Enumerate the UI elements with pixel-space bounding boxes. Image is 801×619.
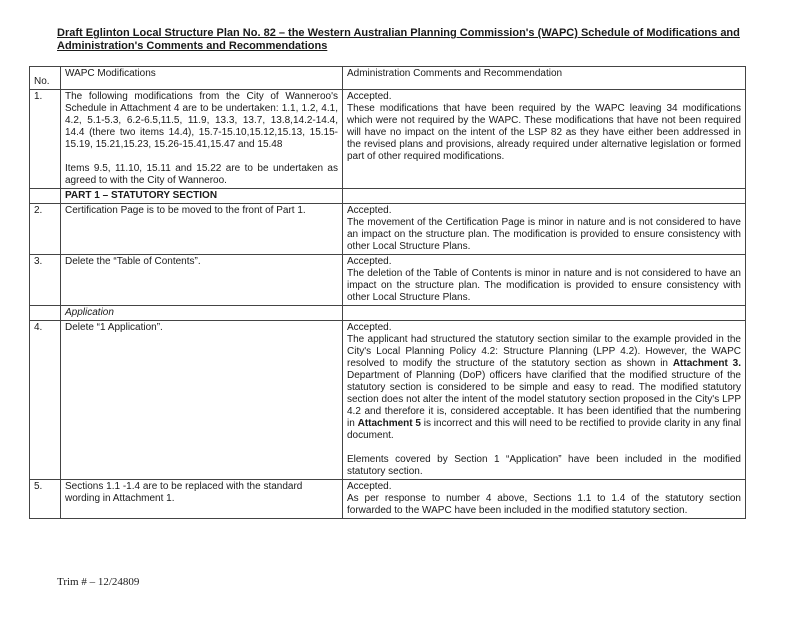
header-wapc-modifications: WAPC Modifications: [61, 67, 343, 90]
modification-text: Items 9.5, 11.10, 15.11 and 15.22 are to be undertaken as agreed to with the City of Wanneroo.: [65, 163, 338, 186]
comment-cell: [343, 255, 746, 306]
table-header-row: [30, 67, 746, 90]
attachment-3-ref: Attachment 3.: [672, 358, 741, 369]
table-row: [30, 321, 746, 480]
modification-text: Delete “1 Application”.: [61, 321, 343, 480]
comment-text: As per response to number 4 above, Sections 1.1 to 1.4 of the statutory section forwarded to the WAPC have been included in the modified statutory section.: [347, 493, 741, 516]
table-row: [30, 480, 746, 519]
comment-text: Elements covered by Section 1 “Application” have been included in the modified statutory section.: [347, 454, 741, 477]
status-text: Accepted.: [347, 481, 392, 492]
comment-text: [347, 334, 741, 442]
modification-text: The following modifications from the City of Wanneroo's Schedule in Attachment 4 are to be undertaken: 1.1, 1.2, 4.1, 4.2, 5.1-5.3, 6.2-6.5,11.5, 11.9, 13.3, 13.7, 13.8,14.2-14.4, 14.4 (there two items 14.4), 15.7-15.10,15.12,15.13, 15.15-15.19, 15.21,15.23, 15.26-15.41,15.47 and 15.48: [65, 91, 338, 150]
row-number: 4.: [30, 321, 61, 480]
schedule-table: [29, 66, 746, 519]
status-text: Accepted.: [347, 256, 392, 267]
table-row: [30, 255, 746, 306]
header-no: No.: [30, 67, 61, 90]
trim-reference: Trim # – 12/24809: [57, 576, 140, 588]
comment-segment: The applicant had structured the statutory section similar to the example provided in the City's Local Planning Policy 4.2: Structure Planning (LPP 4.2). However, the WAPC resolved to modify the structure of the statutory section as shown in: [347, 334, 741, 369]
comment-text: The deletion of the Table of Contents is minor in nature and is not considered to have an impact on the structure plan. The modification is provided to ensure consistency with other Local Structure Plans.: [347, 268, 741, 303]
comment-text: The movement of the Certification Page is minor in nature and is not considered to have an impact on the structure plan. The modification is provided to ensure consistency with other Local Structure Plans.: [347, 217, 741, 252]
modification-text: Sections 1.1 -1.4 are to be replaced with the standard wording in Attachment 1.: [61, 480, 343, 519]
attachment-5-ref: Attachment 5: [357, 418, 421, 429]
status-text: Accepted.: [347, 205, 392, 216]
comment-cell: [343, 90, 746, 189]
table-row: [30, 90, 746, 189]
section-row: [30, 189, 746, 204]
section-row: [30, 306, 746, 321]
subsection-heading: Application: [61, 306, 343, 321]
comment-segment: is incorrect and this will need to be rectified to provide clarity in any final document.: [347, 418, 741, 441]
comment-cell: [343, 204, 746, 255]
row-number: 1.: [30, 90, 61, 189]
comment-cell: [343, 480, 746, 519]
table-row: [30, 204, 746, 255]
comment-text: These modifications that have been required by the WAPC leaving 34 modifications which were not required by the WAPC. These modifications that have not been required will have no impact on the intent of the LSP 82 as they have either been addressed in the revised plans and provisions, already required under alternative legislation or formed part of other required modifications.: [347, 103, 741, 162]
status-text: Accepted.: [347, 91, 392, 102]
row-number: 3.: [30, 255, 61, 306]
row-number: 5.: [30, 480, 61, 519]
comment-segment: Department of Planning (DoP) officers have clarified that the modified structure of the statutory section is considered to be simple and easy to read. The modified statutory section does not alter the intent of the model statutory section proposed in the City's LPP 4.2 and therefore it is, considered acceptable. It has been identified that the numbering in: [347, 370, 741, 429]
modification-cell: [61, 90, 343, 189]
comment-cell: [343, 321, 746, 480]
modification-text: Certification Page is to be moved to the front of Part 1.: [61, 204, 343, 255]
section-heading: PART 1 – STATUTORY SECTION: [61, 189, 343, 204]
status-text: Accepted.: [347, 322, 392, 333]
document-title: Draft Eglinton Local Structure Plan No. 82 – the Western Australian Planning Commission's (WAPC) Schedule of Modifications and Administration's Comments and Recommendations: [57, 27, 740, 52]
header-admin-comments: Administration Comments and Recommendation: [343, 67, 746, 90]
modification-text: Delete the “Table of Contents”.: [61, 255, 343, 306]
row-number: 2.: [30, 204, 61, 255]
